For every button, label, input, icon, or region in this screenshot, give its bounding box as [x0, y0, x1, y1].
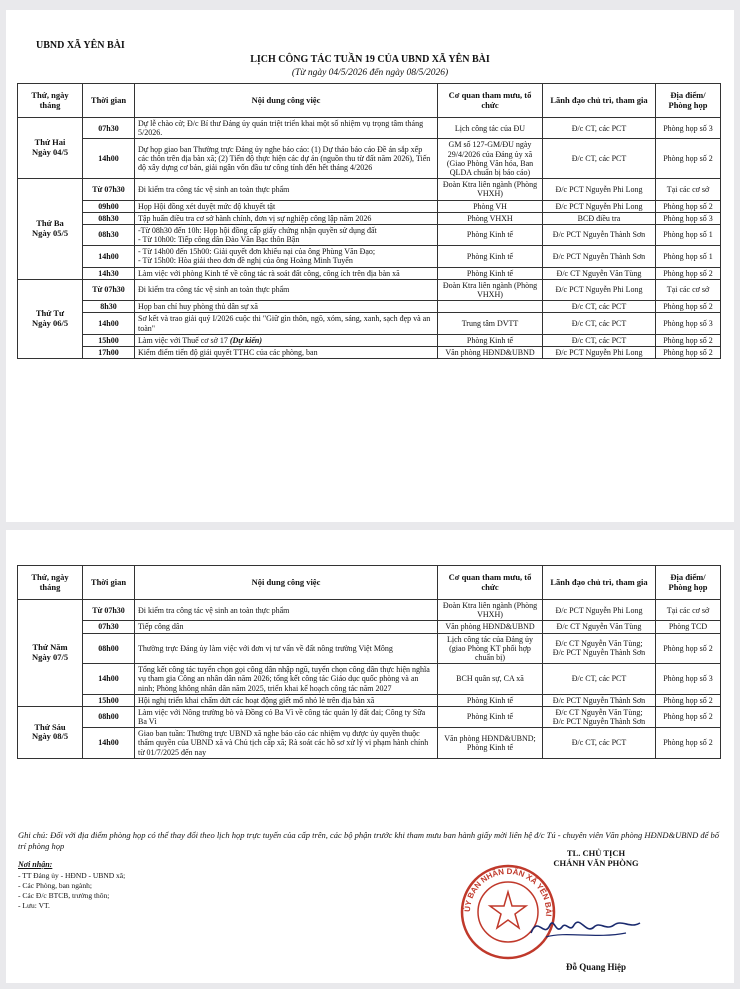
- content-cell: Đi kiểm tra công tác vệ sinh an toàn thực phẩm: [135, 600, 438, 621]
- recipients-heading: Nơi nhận:: [18, 860, 53, 869]
- agency-cell: Lịch công tác của Đảng ủy (giao Phòng KT phối hợp chuẩn bị): [438, 633, 543, 664]
- agency-cell: GM số 127-GM/ĐU ngày 29/4/2026 của Đảng ủy xã (Giao Phòng Văn hóa, Ban QLDA chuẩn bị báo cáo): [438, 139, 543, 179]
- place-cell: Tại các cơ sở: [656, 279, 721, 300]
- col-header-time: Thời gian: [83, 566, 135, 600]
- table-row: [18, 694, 721, 706]
- table-row: [18, 179, 721, 200]
- time-cell: 14h00: [83, 664, 135, 695]
- table-row: [18, 706, 721, 727]
- time-cell: 14h00: [83, 313, 135, 334]
- leader-cell: Đ/c PCT Nguyễn Phi Long: [543, 179, 656, 200]
- leader-cell: BCĐ điều tra: [543, 212, 656, 224]
- agency-cell: Phòng Kinh tế: [438, 334, 543, 346]
- agency-cell: Phòng Kinh tế: [438, 224, 543, 245]
- place-cell: Phòng họp số 3: [656, 664, 721, 695]
- col-header-leader: Lãnh đạo chủ trì, tham gia: [543, 84, 656, 118]
- col-header-content: Nội dung công việc: [135, 84, 438, 118]
- schedule-table-week-part1: [17, 83, 721, 359]
- leader-cell: Đ/c CT Nguyễn Văn Tùng: [543, 267, 656, 279]
- col-header-place: Địa điểm/ Phòng họp: [656, 566, 721, 600]
- agency-cell: Đoàn Ktra liên ngành (Phòng VHXH): [438, 179, 543, 200]
- leader-cell: Đ/c PCT Nguyễn Phi Long: [543, 600, 656, 621]
- agency-cell: Trung tâm DVTT: [438, 313, 543, 334]
- table-row: [18, 246, 721, 267]
- content-cell: Họp Hội đồng xét duyệt mức độ khuyết tật: [135, 200, 438, 212]
- time-cell: 07h30: [83, 118, 135, 139]
- leader-cell: Đ/c PCT Nguyễn Thành Sơn: [543, 694, 656, 706]
- agency-cell: Văn phòng HĐND&UBND: [438, 621, 543, 633]
- leader-cell: Đ/c CT, các PCT: [543, 664, 656, 695]
- place-cell: Tại các cơ sở: [656, 600, 721, 621]
- table-row: [18, 212, 721, 224]
- agency-cell: [438, 301, 543, 313]
- col-header-time: Thời gian: [83, 84, 135, 118]
- handwritten-signature: [526, 905, 646, 945]
- time-cell: 15h00: [83, 334, 135, 346]
- agency-cell: Văn phòng HĐND&UBND: [438, 346, 543, 358]
- leader-cell: Đ/c PCT Nguyễn Thành Sơn: [543, 224, 656, 245]
- time-cell: Từ 07h30: [83, 600, 135, 621]
- content-cell: Hội nghị triển khai chấm dứt các hoạt động giết mổ nhỏ lẻ trên địa bàn xã: [135, 694, 438, 706]
- leader-cell: Đ/c CT, các PCT: [543, 118, 656, 139]
- place-cell: Phòng họp số 1: [656, 246, 721, 267]
- content-text: Làm việc với Thuế cơ sở 17: [138, 335, 230, 345]
- time-cell: 14h00: [83, 246, 135, 267]
- agency-cell: Đoàn Ktra liên ngành (Phòng VHXH): [438, 600, 543, 621]
- content-cell: Tiếp công dân: [135, 621, 438, 633]
- signer-name: Đỗ Quang Hiệp: [565, 962, 626, 972]
- place-cell: Phòng họp số 2: [656, 694, 721, 706]
- table-row: [18, 224, 721, 245]
- content-cell: Thường trực Đảng ủy làm việc với đơn vị tư vấn về đất nông trường Việt Mông: [135, 633, 438, 664]
- agency-cell: Văn phòng HĐND&UBND; Phòng Kinh tế: [438, 728, 543, 759]
- schedule-page-2: [6, 530, 734, 983]
- table-row: [18, 139, 721, 179]
- leader-cell: Đ/c PCT Nguyễn Phi Long: [543, 279, 656, 300]
- time-cell: 15h00: [83, 694, 135, 706]
- time-cell: Từ 07h30: [83, 279, 135, 300]
- leader-cell: Đ/c CT, các PCT: [543, 313, 656, 334]
- agency-cell: Lịch công tác của ĐU: [438, 118, 543, 139]
- leader-cell: Đ/c CT, các PCT: [543, 301, 656, 313]
- time-cell: 08h00: [83, 706, 135, 727]
- col-header-day: Thứ, ngày tháng: [18, 84, 83, 118]
- time-cell: 08h00: [83, 633, 135, 664]
- col-header-content: Nội dung công việc: [135, 566, 438, 600]
- place-cell: Phòng họp số 2: [656, 706, 721, 727]
- agency-cell: Đoàn Ktra liên ngành (Phòng VHXH): [438, 279, 543, 300]
- time-cell: 17h00: [83, 346, 135, 358]
- day-cell: Thứ Tư Ngày 06/5: [18, 279, 83, 358]
- agency-cell: Phòng Kinh tế: [438, 246, 543, 267]
- tentative-label: (Dự kiến): [229, 335, 262, 345]
- time-cell: Từ 07h30: [83, 179, 135, 200]
- time-cell: 14h00: [83, 139, 135, 179]
- leader-cell: Đ/c CT Nguyễn Văn Tùng; Đ/c PCT Nguyễn Thành Sơn: [543, 633, 656, 664]
- place-cell: Phòng họp số 3: [656, 118, 721, 139]
- time-cell: 09h00: [83, 200, 135, 212]
- content-cell: Làm việc với phòng Kinh tế về công tác rà soát đất công, công ích trên địa bàn xã: [135, 267, 438, 279]
- time-cell: 14h00: [83, 728, 135, 759]
- document-subtitle: (Từ ngày 04/5/2026 đến ngày 08/5/2026): [291, 68, 449, 78]
- leader-cell: Đ/c CT, các PCT: [543, 728, 656, 759]
- content-cell: Đi kiểm tra công tác vệ sinh an toàn thực phẩm: [135, 279, 438, 300]
- place-cell: Phòng họp số 2: [656, 728, 721, 759]
- leader-cell: Đ/c PCT Nguyễn Thành Sơn: [543, 246, 656, 267]
- recipient-item: - TT Đảng ủy - HĐND - UBND xã;: [18, 870, 126, 880]
- content-cell: Kiểm điểm tiến độ giải quyết TTHC của các phòng, ban: [135, 346, 438, 358]
- time-cell: 14h30: [83, 267, 135, 279]
- agency-cell: Phòng VHXH: [438, 212, 543, 224]
- table-row: [18, 346, 721, 358]
- table-row: [18, 313, 721, 334]
- time-cell: 07h30: [83, 621, 135, 633]
- place-cell: Phòng họp số 2: [656, 200, 721, 212]
- place-cell: Phòng họp số 2: [656, 139, 721, 179]
- day-cell: Thứ Hai Ngày 04/5: [18, 118, 83, 179]
- time-cell: 8h30: [83, 301, 135, 313]
- table-row: [18, 334, 721, 346]
- content-cell: Giao ban tuần: Thường trực UBND xã nghe báo cáo các nhiệm vụ được ủy quyền thuộc thẩm quyền của UBND xã và Chủ tịch cấp xã; Rà soát các hồ sơ xử lý vi phạm hành chính từ 01/7/2025 đến nay: [135, 728, 438, 759]
- agency-cell: Phòng VH: [438, 200, 543, 212]
- recipient-item: - Các Phòng, ban ngành;: [18, 880, 92, 890]
- table-row: [18, 633, 721, 664]
- note-text: Ghi chú: Đối với địa điểm phòng họp có thể thay đổi theo lịch họp trực tuyến của cấp trên, các bộ phận trước khi tham mưu ban hành giấy mời liên hệ đ/c Tú - chuyên viên Văn phòng HĐND&UBND để bố trí phòng họp: [18, 830, 720, 852]
- signature-line-2: CHÁNH VĂN PHÒNG: [553, 858, 639, 869]
- col-header-agency: Cơ quan tham mưu, tổ chức: [438, 566, 543, 600]
- table-row: [18, 118, 721, 139]
- table-row: [18, 279, 721, 300]
- leader-cell: Đ/c PCT Nguyễn Phi Long: [543, 346, 656, 358]
- table-row: [18, 621, 721, 633]
- table-row: [18, 301, 721, 313]
- table-row: [18, 600, 721, 621]
- time-cell: 08h30: [83, 224, 135, 245]
- place-cell: Phòng TCD: [656, 621, 721, 633]
- place-cell: Phòng họp số 3: [656, 212, 721, 224]
- leader-cell: Đ/c CT, các PCT: [543, 334, 656, 346]
- table-row: [18, 728, 721, 759]
- recipient-item: - Các Đ/c BTCB, trưởng thôn;: [18, 891, 110, 901]
- place-cell: Phòng họp số 2: [656, 346, 721, 358]
- day-cell: Thứ Năm Ngày 07/5: [18, 600, 83, 707]
- leader-cell: Đ/c CT Nguyễn Văn Tùng; Đ/c PCT Nguyễn Thành Sơn: [543, 706, 656, 727]
- table-row: [18, 267, 721, 279]
- content-cell: -Từ 08h30 đến 10h: Họp hội đồng cấp giấy chứng nhận quyền sử dụng đất - Từ 10h00: Tiếp công dân Đào Văn Bạc thôn Bận: [135, 224, 438, 245]
- schedule-page-1: [6, 10, 734, 522]
- leader-cell: Đ/c CT, các PCT: [543, 139, 656, 179]
- content-cell: Tổng kết công tác tuyển chọn gọi công dân nhập ngũ, tuyển chọn công dân thực hiện nghĩa vụ tham gia Công an nhân dân năm 2026; tổng kết công tác Giáo dục quốc phòng và an ninh; Phòng không nhân dân năm 2025, triển khai kế hoạch công tác năm 2027: [135, 664, 438, 695]
- content-cell: Sơ kết và trao giải quý I/2026 cuộc thi "Giữ gìn thôn, ngõ, xóm, sáng, xanh, sạch đẹp và an toàn": [135, 313, 438, 334]
- content-cell: Dự lễ chào cờ; Đ/c Bí thư Đảng ủy quán triệt triển khai một số nhiệm vụ trọng tâm tháng 5/2026.: [135, 118, 438, 139]
- place-cell: Tại các cơ sở: [656, 179, 721, 200]
- org-name: UBND XÃ YÊN BÀI: [36, 40, 125, 51]
- content-cell: Tập huấn điều tra cơ sở hành chính, đơn vị sự nghiệp công lập năm 2026: [135, 212, 438, 224]
- content-cell: Dự họp giao ban Thường trực Đảng ủy nghe báo cáo: (1) Dự thảo báo cáo Đề án sắp xếp các thôn trên địa bàn xã; (2) Tiến độ thực hiện các dự án (nguồn thu từ đất năm 2026), Tiến độ xây dựng cơ bản, giải ngân vốn đầu tư công tính đến hết tháng 4/2026: [135, 139, 438, 179]
- col-header-leader: Lãnh đạo chủ trì, tham gia: [543, 566, 656, 600]
- agency-cell: Phòng Kinh tế: [438, 706, 543, 727]
- agency-cell: BCH quân sự, CA xã: [438, 664, 543, 695]
- leader-cell: Đ/c CT Nguyễn Văn Tùng: [543, 621, 656, 633]
- svg-text:ỦY BAN NHÂN DÂN XÃ YÊN BÀI: ỦY BAN NHÂN DÂN XÃ YÊN BÀI: [462, 866, 554, 917]
- day-cell: Thứ Sáu Ngày 08/5: [18, 706, 83, 758]
- signature-title: [476, 848, 716, 868]
- content-cell: Đi kiểm tra công tác vệ sinh an toàn thực phẩm: [135, 179, 438, 200]
- recipients-block: [18, 860, 125, 911]
- content-cell: [135, 334, 438, 346]
- content-cell: - Từ 14h00 đến 15h00: Giải quyết đơn khiếu nại của ông Phùng Văn Đạo; - Từ 15h00: Hòa giải theo đơn đề nghị của ông Hoàng Minh Tuyến: [135, 246, 438, 267]
- table-row: [18, 200, 721, 212]
- recipient-item: - Lưu: VT.: [18, 901, 50, 911]
- place-cell: Phòng họp số 2: [656, 334, 721, 346]
- leader-cell: Đ/c PCT Nguyễn Phi Long: [543, 200, 656, 212]
- time-cell: 08h30: [83, 212, 135, 224]
- signature-line-1: TL. CHỦ TỊCH: [566, 848, 626, 858]
- agency-cell: Phòng Kinh tế: [438, 267, 543, 279]
- place-cell: Phòng họp số 2: [656, 633, 721, 664]
- table-row: [18, 664, 721, 695]
- place-cell: Phòng họp số 1: [656, 224, 721, 245]
- schedule-table-week-part2: [17, 565, 721, 759]
- col-header-day: Thứ, ngày tháng: [18, 566, 83, 600]
- document-title: LỊCH CÔNG TÁC TUẦN 19 CỦA UBND XÃ YÊN BÀI: [250, 54, 490, 65]
- place-cell: Phòng họp số 2: [656, 301, 721, 313]
- day-cell: Thứ Ba Ngày 05/5: [18, 179, 83, 280]
- agency-cell: Phòng Kinh tế: [438, 694, 543, 706]
- col-header-place: Địa điểm/ Phòng họp: [656, 84, 721, 118]
- col-header-agency: Cơ quan tham mưu, tổ chức: [438, 84, 543, 118]
- place-cell: Phòng họp số 2: [656, 267, 721, 279]
- place-cell: Phòng họp số 3: [656, 313, 721, 334]
- content-cell: Làm việc với Nông trường bò và Đồng cỏ Ba Vì về công tác quản lý đất đai; Công ty Sữa Ba Vì: [135, 706, 438, 727]
- content-cell: Họp ban chỉ huy phòng thủ dân sự xã: [135, 301, 438, 313]
